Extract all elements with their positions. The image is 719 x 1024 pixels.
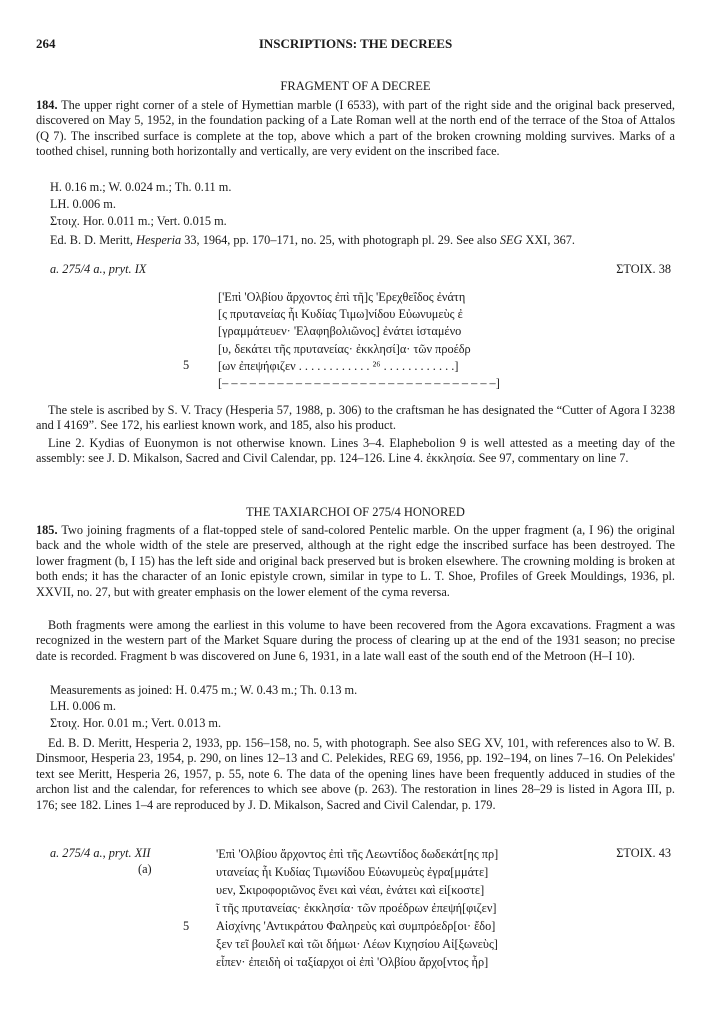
running-title: INSCRIPTIONS: THE DECREES xyxy=(258,36,453,51)
text-line: [γραμμάτευεν· 'Ελαφηβολιῶνος] ἐνάτει ἱσταμένο xyxy=(218,324,462,339)
edition-reference-185: Ed. B. D. Meritt, Hesperia 2, 1933, pp. 156–158, no. 5, with photograph. See also SEG XV, 101, with references also to W. B. Dinsmoor, Hesperia 23, 1954, p. 290, on lines 12–13 and C. Pelekides, REG 69, 1956, pp. 192–194, on lines 7–16. On Pelekides' text see Meritt, Hesperia 26, 1957, p. 55, note 6. The data of the opening lines have been frequently adduced in studies of the archon list and the calendar, for references to which see above (p. 263). The restoration in lines 28–29 is listed in Agora III, p. 176; see 182. Lines 1–4 are reproduced by J. D. Mikalson, Sacred and Civil Calendar, p. 179. xyxy=(36,736,675,812)
entry-184-description xyxy=(36,98,675,160)
description-text: The upper right corner of a stele of Hymettian marble (I 6533), with part of the right side and the original back preserved, discovered on May 5, 1952, in the foundation packing of a Late Roman well at the north end of the terrace of the Stoa of Attalos (Q 7). The inscribed surface is complete at the top, above which a part of the broken crowning molding survives. Marks of a toothed chisel, running both horizontally and vertically, are very evident on the inscribed face. xyxy=(36,98,675,159)
text-line: υεν, Σκιροφοριῶνος ἕνει καὶ νέαι, ἐνάτει καὶ εἰ[κοστε] xyxy=(216,883,485,897)
inscription-text-185 xyxy=(216,845,498,971)
letter-height: LH. 0.006 m. xyxy=(50,197,116,211)
discovery-paragraph: Both fragments were among the earliest in this volume to have been recovered from the Agora excavations. Fragment a was recognized in the western part of the Market Square during the process of clearing up at the end of the 1931 season; no precise date is recorded. Fragment b was discovered on June 6, 1931, in a late wall east of the south end of the Metroon (H–I 10). xyxy=(36,618,675,663)
text-line: ['Επὶ 'Ολβίου ἄρχοντος ἐπὶ τῆ]ς 'Ερεχθεΐδος ἐνάτη xyxy=(218,290,466,304)
entry-number: 184. xyxy=(36,98,58,112)
stoichedon-spacing: Στοιχ. Hor. 0.01 m.; Vert. 0.013 m. xyxy=(50,716,222,730)
text-line: [– – – – – – – – – – – – – – – – – – – – – – – – – – – – – –] xyxy=(218,376,500,391)
entry-number: 185. xyxy=(36,523,58,537)
text-line: ῖ τῆς πρυτανείας· ἐκκλησία· τῶν προέδρων ἐπεψή[φιζεν] xyxy=(216,901,497,915)
section-title-taxiarchoi: THE TAXIARCHOI OF 275/4 HONORED xyxy=(246,505,465,519)
dimensions: H. 0.16 m.; W. 0.024 m.; Th. 0.11 m. xyxy=(50,180,232,194)
description-text: Two joining fragments of a flat-topped stele of sand-colored Pentelic marble. On the upper fragment (a, I 96) the original back and the whole width of the stele are preserved, although at the right edge the inscribed surface has been destroyed. The lower fragment (b, I 15) has the left side and original back preserved but is broken elsewhere. The crowning molding is broken at both ends; it has the character of an Ionic epistyle crown, similar in type to L. T. Shoe, Profiles of Greek Mouldings, 1936, pl. XXVII, no. 27, but with greater emphasis on the lower element of the cyma reversa. xyxy=(36,523,676,599)
entry-185-description xyxy=(36,523,675,600)
text-line: [ς πρυτανείας ἧι Κυδίας Τιμω]νίδου Εὐωνυμεὺς ἐ xyxy=(218,307,463,322)
measurements: Measurements as joined: H. 0.475 m.; W. 0.43 m.; Th. 0.13 m. xyxy=(50,683,358,697)
section-title-fragment: FRAGMENT OF A DECREE xyxy=(280,79,431,93)
page-number: 264 xyxy=(36,36,56,51)
commentary-184-b: Line 2. Kydias of Euonymon is not otherwise known. Lines 3–4. Elaphebolion 9 is well attested as a meeting day of the assembly: see J. D. Mikalson, Sacred and Civil Calendar, pp. 124–126. Line 4. ἐκκλησία. See 97, commentary on line 7. xyxy=(36,436,675,466)
running-header xyxy=(36,36,675,52)
text-line: υτανείας ἧι Κυδίας Τιμωνίδου Εὐωνυμεὺς ἐγρα[μμάτε] xyxy=(216,865,489,879)
stoichedon-spacing: Στοιχ. Hor. 0.011 m.; Vert. 0.015 m. xyxy=(50,214,227,228)
text-line: [ων ἐπεψήφιζεν . . . . . . . . . . . . ²⁶ . . . . . . . . . . . .] xyxy=(218,358,459,373)
line-number: 5 xyxy=(183,919,190,933)
stoichedon-count: ΣΤΟΙΧ. 43 xyxy=(616,846,671,860)
text-line: ξεν τεῖ βουλεῖ καὶ τῶι δήμωι· Λέων Κιχησίου Αἰ[ξωνεὺς] xyxy=(216,937,498,951)
inscription-date: a. 275/4 a., pryt. IX xyxy=(50,262,147,276)
stoichedon-count: ΣΤΟΙΧ. 38 xyxy=(616,262,671,276)
inscription-date: a. 275/4 a., pryt. XII xyxy=(50,846,151,860)
inscription-text-184 xyxy=(218,289,500,392)
fragment-label: (a) xyxy=(138,862,152,876)
line-number: 5 xyxy=(183,358,190,372)
text-line: Αἰσχίνης 'Αντικράτου Φαληρεὺς καὶ συμπρόεδρ[οι· ἔδο] xyxy=(216,919,496,933)
commentary-184-a: The stele is ascribed by S. V. Tracy (Hesperia 57, 1988, p. 306) to the craftsman he has designated the “Cutter of Agora I 3238 and I 4169”. See 172, his earliest known work, and 185, also his product. xyxy=(36,403,675,433)
text-line: 'Επὶ 'Ολβίου ἄρχοντος ἐπὶ τῆς Λεωντίδος δωδεκάτ[ης πρ] xyxy=(216,847,499,861)
text-line: εἶπεν· ἐπειδὴ οἱ ταξίαρχοι οἱ ἐπὶ 'Ολβίου ἄρχο[ντος ἦρ] xyxy=(216,955,489,969)
text-line: [υ, δεκάτει τῆς πρυτανείας· ἐκκλησί]α· τῶν προέδρ xyxy=(218,341,471,356)
letter-height: LH. 0.006 m. xyxy=(50,699,116,713)
edition-reference: Ed. B. D. Meritt, Hesperia 33, 1964, pp. 170–171, no. 25, with photograph pl. 29. See also SEG XXI, 367. xyxy=(50,233,576,247)
